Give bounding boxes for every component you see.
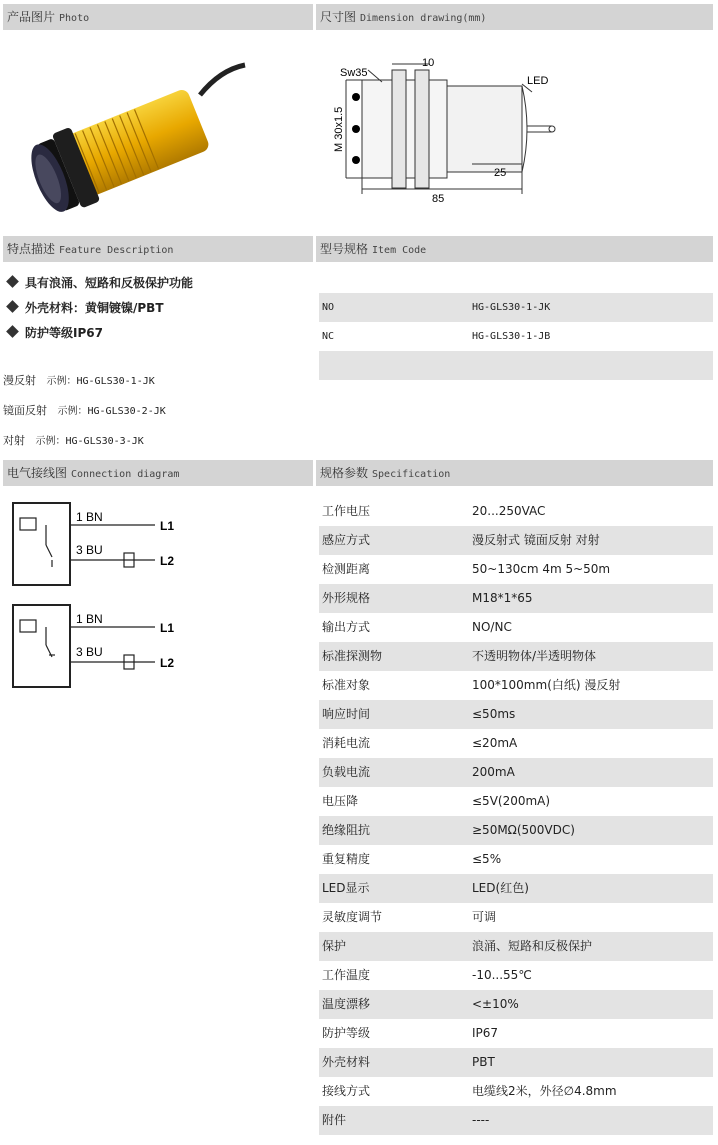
spec-row: 负载电流 200mA (319, 758, 713, 787)
item-code-row: NO HG-GLS30-1-JK (319, 293, 713, 322)
spec-row: 消耗电流 ≤20mA (322, 736, 518, 750)
spec-row: 保护 浪涌、短路和反极保护 (319, 932, 713, 961)
header-specification: 规格参数 Specification (316, 460, 713, 486)
spec-row: 检测距离 50~130cm 4m 5~50m (322, 562, 611, 576)
header-photo: 产品图片 Photo (3, 4, 313, 30)
spec-row: 重复精度 ≤5% (322, 852, 502, 866)
item-code-row-empty (319, 351, 713, 380)
spec-row: 灵敏度调节 可调 (322, 910, 497, 924)
l2-label: L2 (160, 656, 175, 670)
wire-bn-label: 1 BN (76, 510, 103, 524)
dim-thread-label: M 30x1.5 (333, 106, 345, 152)
spec-row: 接线方式 电缆线2米，外径∅4.8mm (322, 1084, 617, 1098)
spec-row: 工作温度 -10...55℃ (322, 968, 532, 982)
header-dimension: 尺寸图 Dimension drawing(mm) (316, 4, 713, 30)
l1-label: L1 (160, 519, 175, 533)
example-item: 对射 示例：HG-GLS30-3-JK (3, 434, 144, 447)
spec-row: 标准对象 100*100mm(白纸) 漫反射 (322, 678, 621, 692)
example-item: 镜面反射 示例：HG-GLS30-2-JK (3, 404, 166, 417)
item-code-row: NC HG-GLS30-1-JB (322, 331, 551, 342)
product-photo (5, 40, 265, 230)
connection-diagram (10, 495, 200, 695)
dim-85-label: 85 (432, 193, 445, 202)
spec-row: 感应方式 漫反射式 镜面反射 对射 (319, 526, 713, 555)
spec-row: 工作电压 20...250VAC (322, 504, 546, 518)
spec-row: 温度漂移 <±10% (319, 990, 713, 1019)
diamond-bullet-icon (6, 300, 19, 313)
wire-bu-label: 3 BU (76, 645, 103, 659)
header-item-code: 型号规格 Item Code (316, 236, 713, 262)
l2-label: L2 (160, 554, 175, 568)
feature-item: 具有浪涌、短路和反极保护功能 (8, 274, 193, 291)
dimension-drawing (322, 52, 562, 202)
dim-led-label: LED (527, 75, 549, 87)
example-item: 漫反射 示例：HG-GLS30-1-JK (3, 374, 155, 387)
dim-10-label: 10 (422, 57, 435, 69)
spec-row: 电压降 ≤5V(200mA) (322, 794, 551, 808)
spec-row: 绝缘阻抗 ≥50MΩ(500VDC) (319, 816, 713, 845)
header-connection: 电气接线图 Connection diagram (3, 460, 313, 486)
dim-sw35-label: Sw35 (340, 67, 368, 79)
spec-row: 外形规格 M18*1*65 (319, 584, 713, 613)
spec-row: 外壳材料 PBT (319, 1048, 713, 1077)
diamond-bullet-icon (6, 325, 19, 338)
spec-row: 防护等级 IP67 (322, 1026, 499, 1040)
feature-item: 防护等级IP67 (8, 324, 103, 341)
spec-row: 响应时间 ≤50ms (319, 700, 713, 729)
wire-bn-label: 1 BN (76, 612, 103, 626)
diamond-bullet-icon (6, 275, 19, 288)
l1-label: L1 (160, 621, 175, 635)
dim-25-label: 25 (494, 167, 507, 179)
wire-bu-label: 3 BU (76, 543, 103, 557)
header-features: 特点描述 Feature Description (3, 236, 313, 262)
feature-item: 外壳材料：黄铜镀镍/PBT (8, 299, 164, 316)
spec-row: 附件 ---- (319, 1106, 713, 1135)
spec-row: 标准探测物 不透明物体/半透明物体 (319, 642, 713, 671)
spec-row: 输出方式 NO/NC (322, 620, 512, 634)
spec-row: LED显示 LED(红色) (319, 874, 713, 903)
